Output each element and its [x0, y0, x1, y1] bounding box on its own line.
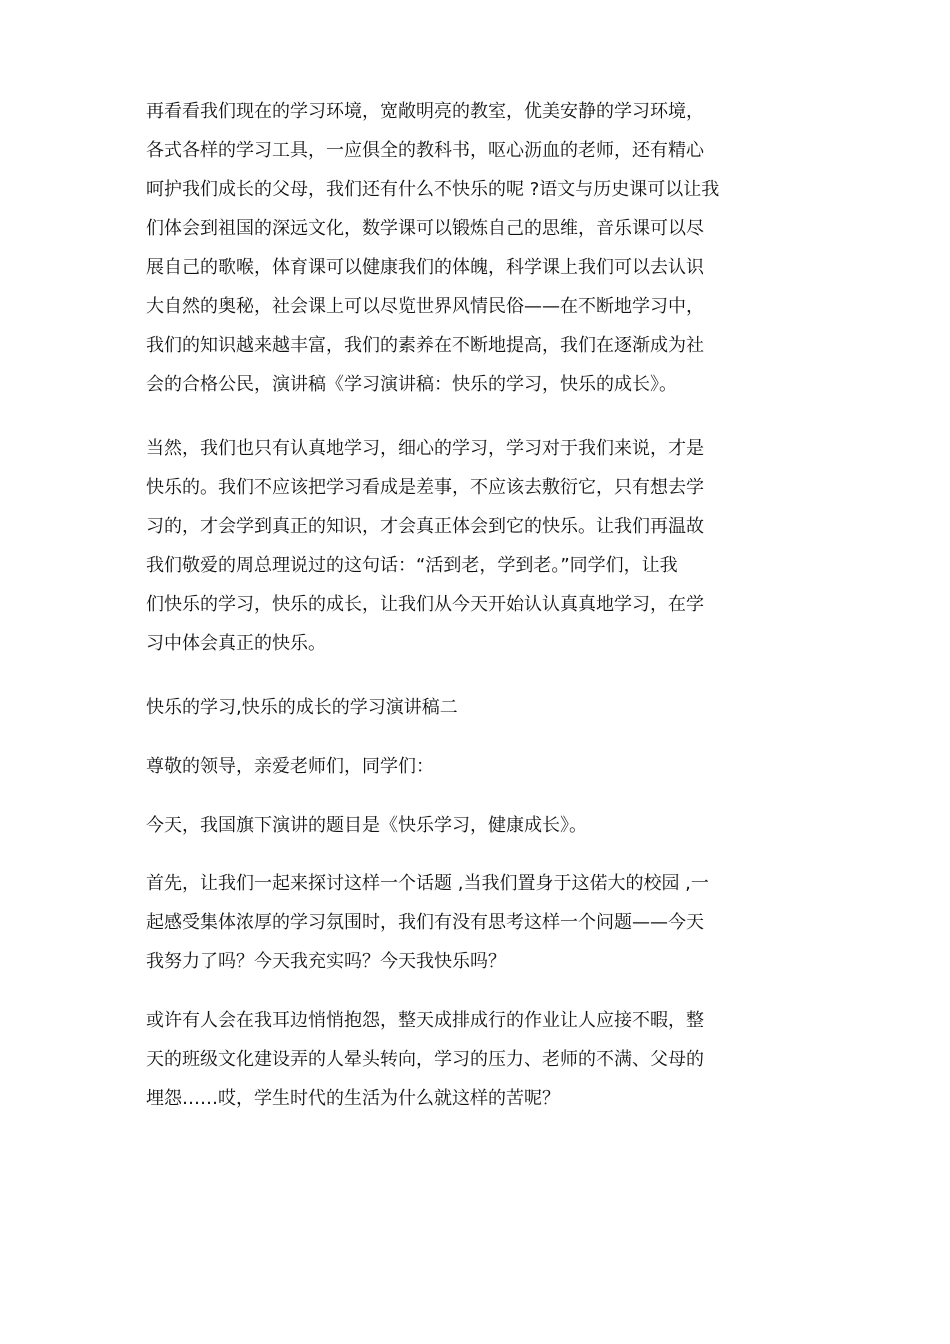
paragraph-1-line-5: 展自己的歌喉，体育课可以健康我们的体魄，科学课上我们可以去认识	[146, 257, 704, 278]
paragraph-2-line-4: 我们敬爱的周总理说过的这句话：“活到老，学到老。”同学们，让我	[146, 555, 678, 576]
paragraph-6-line-1: 首先，让我们一起来探讨这样一个话题 ,当我们置身于这偌大的校园 ,一	[146, 873, 709, 894]
paragraph-2-line-5: 们快乐的学习，快乐的成长，让我们从今天开始认认真真地学习，在学	[146, 594, 704, 615]
paragraph-2-line-1: 当然，我们也只有认真地学习，细心的学习，学习对于我们来说，才是	[146, 438, 704, 459]
paragraph-7-line-2: 天的班级文化建设弄的人晕头转向，学习的压力、老师的不满、父母的	[146, 1049, 704, 1070]
paragraph-5-line-1: 今天，我国旗下演讲的题目是《快乐学习，健康成长》。	[146, 815, 587, 836]
paragraph-1-line-3: 呵护我们成长的父母，我们还有什么不快乐的呢 ?语文与历史课可以让我	[146, 179, 720, 200]
paragraph-6-line-2: 起感受集体浓厚的学习氛围时，我们有没有思考这样一个问题——今天	[146, 912, 704, 933]
paragraph-1-line-1: 再看看我们现在的学习环境，宽敞明亮的教室，优美安静的学习环境，	[146, 101, 704, 122]
paragraph-2-line-3: 习的，才会学到真正的知识，才会真正体会到它的快乐。让我们再温故	[146, 516, 704, 537]
section-title: 快乐的学习,快乐的成长的学习演讲稿二	[146, 697, 458, 718]
paragraph-1-line-4: 们体会到祖国的深远文化，数学课可以锻炼自己的思维，音乐课可以尽	[146, 218, 704, 239]
paragraph-2-line-2: 快乐的。我们不应该把学习看成是差事，不应该去敷衍它，只有想去学	[146, 477, 704, 498]
paragraph-7-line-1: 或许有人会在我耳边悄悄抱怨，整天成排成行的作业让人应接不暇，整	[146, 1010, 704, 1031]
paragraph-1-line-2: 各式各样的学习工具，一应俱全的教科书，呕心沥血的老师，还有精心	[146, 140, 704, 161]
paragraph-2-line-6: 习中体会真正的快乐。	[146, 633, 326, 654]
paragraph-1-line-7: 我们的知识越来越丰富，我们的素养在不断地提高，我们在逐渐成为社	[146, 335, 704, 356]
paragraph-1-line-8: 会的合格公民，演讲稿《学习演讲稿：快乐的学习，快乐的成长》。	[146, 374, 677, 395]
paragraph-6-line-3: 我努力了吗？今天我充实吗？今天我快乐吗？	[146, 951, 506, 972]
salutation: 尊敬的领导，亲爱老师们，同学们：	[146, 756, 434, 777]
paragraph-1-line-6: 大自然的奥秘，社会课上可以尽览世界风情民俗——在不断地学习中，	[146, 296, 704, 317]
paragraph-7-line-3: 埋怨……哎，学生时代的生活为什么就这样的苦呢？	[146, 1088, 560, 1109]
